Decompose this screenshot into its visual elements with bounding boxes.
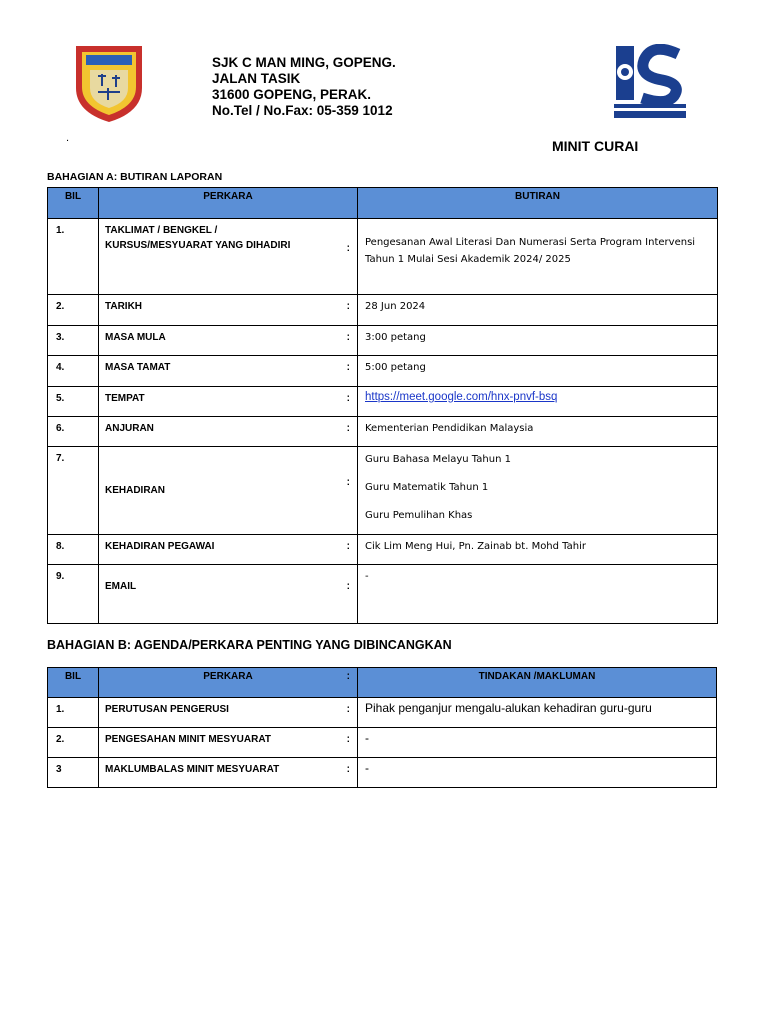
- row-perkara: [99, 565, 358, 624]
- butiran-line: Guru Matematik Tahun 1: [365, 482, 489, 493]
- table-row: [48, 295, 718, 326]
- header-perkara-text: PERKARA: [203, 671, 253, 682]
- table-header-row: [48, 668, 717, 698]
- colon: :: [346, 671, 350, 682]
- row-perkara: [99, 326, 358, 356]
- perkara-text: EMAIL: [105, 581, 137, 592]
- section-a-title: BAHAGIAN A: BUTIRAN LAPORAN: [47, 171, 223, 183]
- row-butiran: -: [358, 565, 718, 624]
- row-bil: 2.: [48, 728, 99, 758]
- perkara-text: MASA MULA: [105, 332, 166, 343]
- table-row: [48, 387, 718, 417]
- table-row: [48, 447, 718, 535]
- colon: :: [346, 704, 350, 715]
- perkara-line: KURSUS/MESYUARAT YANG DIHADIRI: [105, 240, 291, 251]
- colon: :: [346, 332, 350, 343]
- address-line-1: JALAN TASIK: [212, 71, 301, 86]
- perkara-text: MASA TAMAT: [105, 362, 171, 373]
- perkara-text: ANJURAN: [105, 423, 154, 434]
- row-butiran: [358, 447, 718, 535]
- header-bil: BIL: [48, 188, 99, 219]
- table-row: [48, 326, 718, 356]
- header-tindakan: TINDAKAN /MAKLUMAN: [358, 668, 717, 698]
- header-bil: BIL: [48, 668, 99, 698]
- colon: :: [346, 764, 350, 775]
- document-title: MINIT CURAI: [552, 138, 639, 154]
- school-name: SJK C MAN MING, GOPENG.: [212, 55, 396, 70]
- row-bil: 1.: [48, 698, 99, 728]
- table-row: [48, 417, 718, 447]
- row-bil: 6.: [48, 417, 99, 447]
- table-row: [48, 758, 717, 788]
- row-perkara: [99, 728, 358, 758]
- address-line-2: 31600 GOPENG, PERAK.: [212, 87, 372, 102]
- row-butiran: Kementerian Pendidikan Malaysia: [358, 417, 718, 447]
- table-row: [48, 698, 717, 728]
- butiran-line: Guru Pemulihan Khas: [365, 510, 473, 521]
- table-row: [48, 535, 718, 565]
- colon: :: [346, 362, 350, 373]
- row-tindakan: -: [358, 728, 717, 758]
- header-perkara: [99, 668, 358, 698]
- table-row: [48, 565, 718, 624]
- section-b-title: BAHAGIAN B: AGENDA/PERKARA PENTING YANG DIBINCANGKAN: [47, 638, 452, 652]
- table-row: [48, 219, 718, 295]
- colon: :: [346, 541, 350, 552]
- row-bil: 8.: [48, 535, 99, 565]
- row-tindakan: Pihak penganjur mengalu-alukan kehadiran guru-guru: [358, 698, 717, 728]
- perkara-text: KEHADIRAN: [105, 485, 165, 496]
- perkara-text: PERUTUSAN PENGERUSI: [105, 704, 229, 715]
- colon: :: [346, 581, 350, 592]
- row-perkara: [99, 758, 358, 788]
- row-perkara: [99, 447, 358, 535]
- phone-fax: No.Tel / No.Fax: 05-359 1012: [212, 103, 393, 118]
- colon: :: [346, 243, 350, 254]
- perkara-line: TAKLIMAT / BENGKEL /: [105, 225, 218, 236]
- row-perkara: [99, 417, 358, 447]
- school-address-block: [212, 55, 396, 119]
- row-bil: 1.: [48, 219, 99, 295]
- butiran-line: Pengesanan Awal Literasi Dan Numerasi Serta Program Intervensi: [365, 237, 696, 248]
- perkara-text: TARIKH: [105, 301, 143, 312]
- section-a-table: [47, 187, 718, 624]
- row-perkara: [99, 356, 358, 387]
- colon: :: [346, 423, 350, 434]
- row-butiran: 3:00 petang: [358, 326, 718, 356]
- row-bil: 7.: [48, 447, 99, 535]
- butiran-line: Tahun 1 Mulai Sesi Akademik 2024/ 2025: [365, 254, 571, 265]
- stray-dot: .: [66, 132, 70, 144]
- butiran-line: Guru Bahasa Melayu Tahun 1: [365, 454, 511, 465]
- colon: :: [346, 734, 350, 745]
- row-bil: 9.: [48, 565, 99, 624]
- perkara-text: TEMPAT: [105, 393, 145, 404]
- row-butiran: [358, 219, 718, 295]
- table-row: [48, 728, 717, 758]
- colon: :: [346, 393, 350, 404]
- row-butiran: [358, 387, 718, 417]
- row-perkara: [99, 219, 358, 295]
- row-bil: 5.: [48, 387, 99, 417]
- header-butiran: BUTIRAN: [358, 188, 718, 219]
- row-perkara: [99, 698, 358, 728]
- perkara-text: MAKLUMBALAS MINIT MESYUARAT: [105, 764, 280, 775]
- colon: :: [346, 477, 350, 488]
- row-perkara: [99, 535, 358, 565]
- perkara-text: PENGESAHAN MINIT MESYUARAT: [105, 734, 271, 745]
- row-perkara: [99, 295, 358, 326]
- row-bil: 3: [48, 758, 99, 788]
- row-bil: 4.: [48, 356, 99, 387]
- row-butiran: 28 Jun 2024: [358, 295, 718, 326]
- row-bil: 3.: [48, 326, 99, 356]
- table-row: [48, 356, 718, 387]
- row-perkara: [99, 387, 358, 417]
- perkara-text: KEHADIRAN PEGAWAI: [105, 541, 215, 552]
- table-header-row: [48, 188, 718, 219]
- header-perkara: PERKARA: [99, 188, 358, 219]
- row-butiran: 5:00 petang: [358, 356, 718, 387]
- colon: :: [346, 301, 350, 312]
- row-tindakan: -: [358, 758, 717, 788]
- school-crest-logo: [72, 42, 146, 124]
- meeting-link[interactable]: https://meet.google.com/hnx-pnvf-bsq: [365, 391, 558, 403]
- section-b-table: [47, 667, 717, 788]
- program-emblem-logo: [612, 44, 688, 120]
- row-butiran: Cik Lim Meng Hui, Pn. Zainab bt. Mohd Tahir: [358, 535, 718, 565]
- row-bil: 2.: [48, 295, 99, 326]
